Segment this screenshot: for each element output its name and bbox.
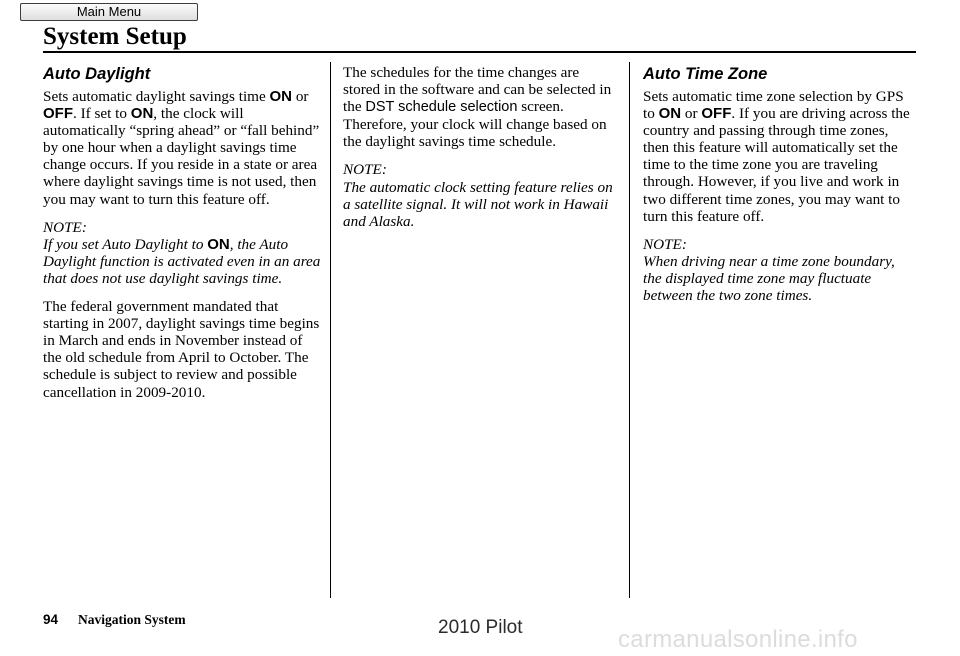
- auto-daylight-text-a: Sets automatic daylight savings time: [43, 88, 270, 105]
- auto-daylight-section: [43, 64, 321, 412]
- page-number: 94: [43, 612, 59, 627]
- column-divider-2: [629, 62, 630, 598]
- on-option: ON: [207, 235, 230, 253]
- or-text: or: [681, 105, 702, 123]
- note-label: NOTE:: [643, 235, 687, 253]
- auto-daylight-paragraph: [43, 88, 321, 208]
- footer-section-label: Navigation System: [78, 612, 186, 627]
- auto-time-zone-paragraph: [643, 88, 915, 225]
- dst-schedule-paragraph: [343, 64, 619, 150]
- dst-schedule-selection-term: DST schedule selection: [365, 99, 518, 116]
- dst-text-b: screen. Therefore, your clock will change based on the daylight savings time schedule.: [343, 98, 607, 151]
- page-title: System Setup: [43, 23, 187, 50]
- auto-daylight-text-b: . If set to: [73, 105, 131, 123]
- title-divider: [43, 51, 916, 53]
- dst-text-a: The schedules for the time changes are stored in the software and can be selected in the: [343, 64, 612, 116]
- or-text: or: [292, 88, 309, 105]
- off-option: OFF: [43, 105, 73, 123]
- site-watermark: carmanualsonline.info: [618, 626, 858, 653]
- on-option: ON: [130, 105, 154, 123]
- note-label: NOTE:: [343, 161, 387, 179]
- off-option: OFF: [701, 105, 732, 123]
- auto-daylight-note: [43, 236, 321, 287]
- on-option: ON: [658, 105, 682, 123]
- satellite-note: The automatic clock setting feature relies on a satellite signal. It will not work in Hawaii and Alaska.: [343, 178, 613, 230]
- time-zone-note: When driving near a time zone boundary, the displayed time zone may fluctuate between the two zone times.: [643, 252, 895, 305]
- auto-time-zone-heading: Auto Time Zone: [643, 65, 768, 83]
- model-watermark: 2010 Pilot: [438, 617, 523, 638]
- main-menu-button[interactable]: Main Menu: [20, 3, 198, 21]
- dst-schedule-section: [343, 64, 619, 241]
- note-text-a: If you set Auto Daylight to: [43, 235, 208, 253]
- on-option: ON: [269, 88, 293, 105]
- note-label: NOTE:: [43, 218, 87, 236]
- time-zone-text-b: . If you are driving across the country and passing through time zones, then this feature will automatically set the time to the time zone you are traveling through. However, if you live and work in two different time zones, you may want to turn this feature off.: [643, 105, 910, 225]
- time-zone-text-a: Sets automatic time zone selection by GPS to: [643, 88, 904, 123]
- note-text-b: , the Auto Daylight function is activated even in an area that does not use daylight savings time.: [43, 235, 321, 287]
- auto-daylight-text-c: , the clock will automatically “spring ahead” or “fall behind” by one hour when a daylight savings time change occurs. If you reside in a state or area where daylight savings time is not used, then you may want to turn this feature off.: [43, 105, 320, 208]
- auto-time-zone-section: [643, 64, 915, 315]
- column-divider-1: [330, 62, 331, 598]
- auto-daylight-heading: Auto Daylight: [43, 65, 151, 83]
- federal-mandate-paragraph: The federal government mandated that starting in 2007, daylight savings time begins in March and ends in November instead of the old schedule from April to October. The schedule is subject to review and possible cancellation in 2009-2010.: [43, 298, 320, 401]
